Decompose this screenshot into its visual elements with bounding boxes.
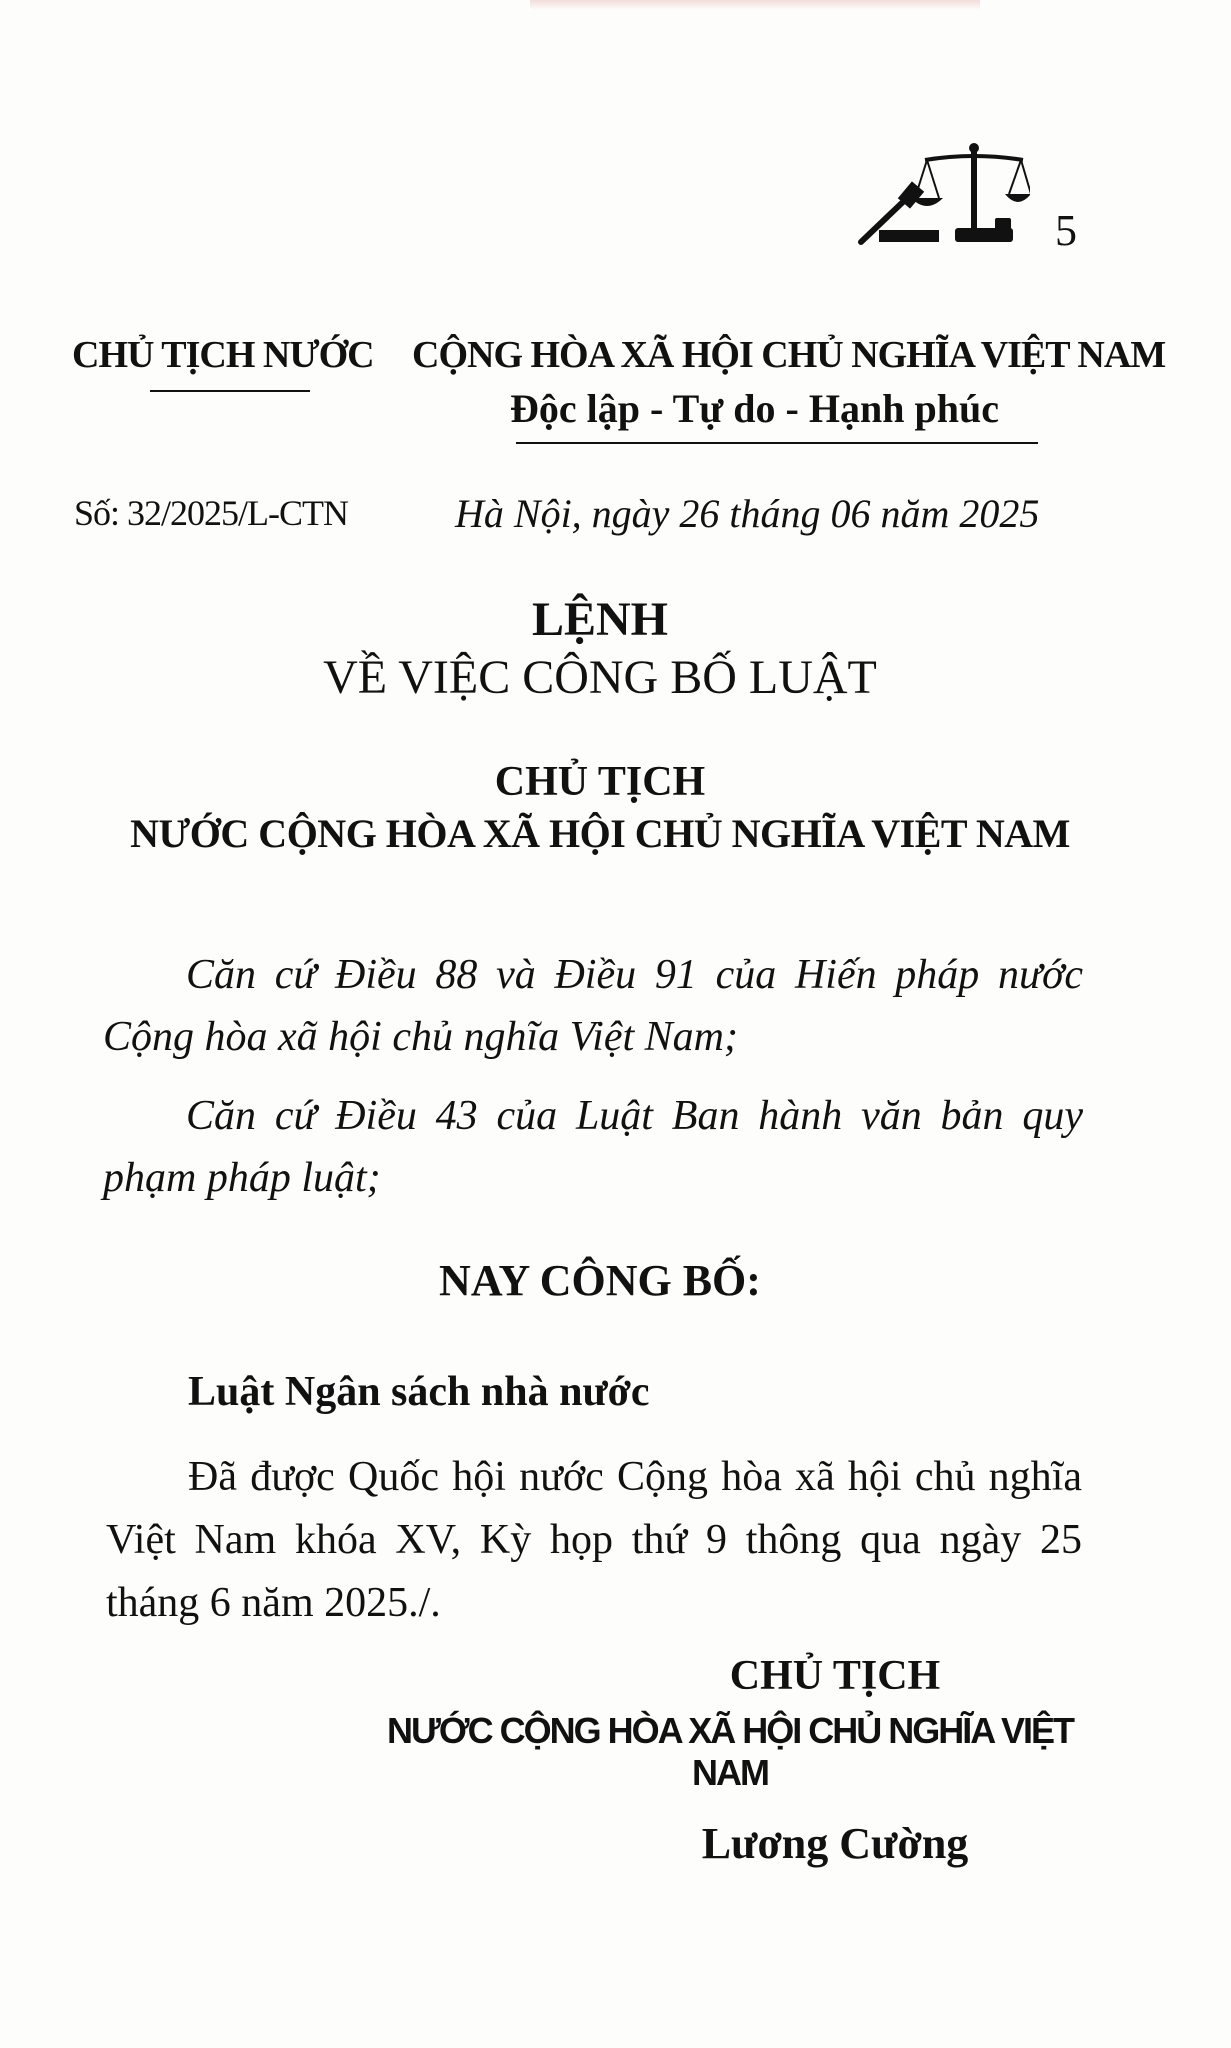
- scales-and-gavel-icon: [855, 138, 1030, 253]
- document-title: LỆNH: [531, 593, 669, 646]
- document-subject: VỀ VIỆC CÔNG BỐ LUẬT: [323, 651, 877, 704]
- page-number: 5: [1055, 206, 1077, 255]
- law-name: Luật Ngân sách nhà nước: [188, 1369, 650, 1415]
- country-heading: CỘNG HÒA XÃ HỘI CHỦ NGHĨA VIỆT NAM: [412, 334, 1166, 376]
- authority-title: CHỦ TỊCH: [494, 759, 706, 805]
- announcement-body: Đã được Quốc hội nước Cộng hòa xã hội chủ nghĩa Việt Nam khóa XV, Kỳ họp thứ 9 thông qua ngày 25 tháng 6 năm 2025./.: [106, 1454, 1082, 1626]
- announcement-heading: NAY CÔNG BỐ:: [439, 1256, 761, 1305]
- place-and-date: Hà Nội, ngày 26 tháng 06 năm 2025: [455, 491, 1040, 536]
- issuer-heading: CHỦ TỊCH NƯỚC: [72, 334, 374, 376]
- legal-basis-1: Căn cứ Điều 88 và Điều 91 của Hiến pháp nước Cộng hòa xã hội chủ nghĩa Việt Nam;: [103, 952, 1083, 1060]
- authority-organization: NƯỚC CỘNG HÒA XÃ HỘI CHỦ NGHĨA VIỆT NAM: [130, 811, 1070, 856]
- signer-title: CHỦ TỊCH: [729, 1653, 941, 1699]
- signer-organization: NƯỚC CỘNG HÒA XÃ HỘI CHỦ NGHĨA VIỆT NAM: [387, 1710, 1073, 1793]
- motto-underline: [516, 442, 1038, 444]
- signer-name: Lương Cường: [701, 1819, 969, 1868]
- document-number: Số: 32/2025/L-CTN: [74, 493, 349, 533]
- motto: Độc lập - Tự do - Hạnh phúc: [510, 386, 999, 431]
- issuer-underline: [150, 390, 310, 392]
- scan-edge-shadow: [530, 0, 980, 10]
- legal-basis-2: Căn cứ Điều 43 của Luật Ban hành văn bản quy phạm pháp luật;: [103, 1093, 1083, 1201]
